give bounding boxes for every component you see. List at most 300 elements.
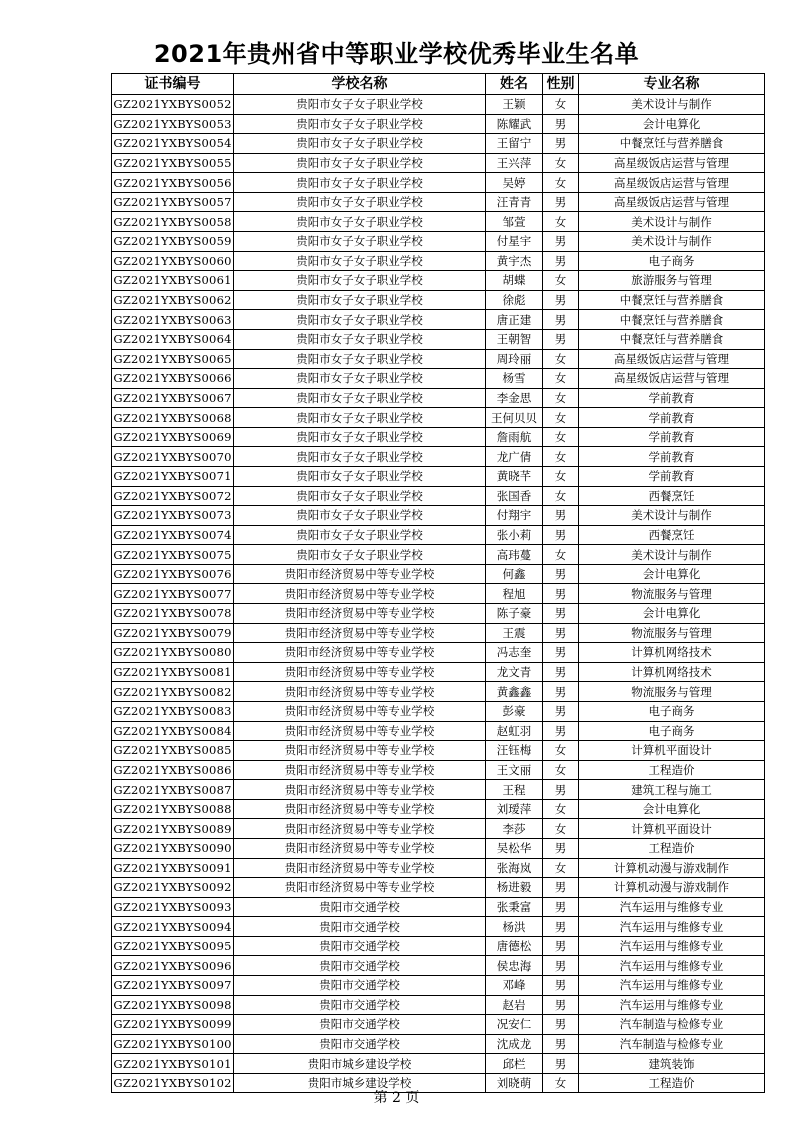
table-row (112, 584, 765, 604)
major-cell: 会计电算化 (579, 799, 765, 819)
school-cell: 贵阳市女子女子职业学校 (234, 447, 486, 467)
cert-no-cell: GZ2021YXBYS0091 (112, 858, 234, 878)
cert-no-cell: GZ2021YXBYS0071 (112, 466, 234, 486)
name-cell: 詹雨航 (486, 427, 543, 447)
school-cell: 贵阳市女子女子职业学校 (234, 486, 486, 506)
school-cell: 贵阳市女子女子职业学校 (234, 408, 486, 428)
name-cell: 赵虹羽 (486, 721, 543, 741)
cert-no-cell: GZ2021YXBYS0073 (112, 506, 234, 526)
table-row (112, 662, 765, 682)
table-row (112, 134, 765, 154)
graduate-roster-table (111, 73, 765, 1093)
table-row (112, 506, 765, 526)
school-cell: 贵阳市经济贸易中等专业学校 (234, 721, 486, 741)
table-row (112, 173, 765, 193)
major-cell: 电子商务 (579, 721, 765, 741)
gender-cell: 男 (543, 917, 579, 937)
name-cell: 侯忠海 (486, 956, 543, 976)
table-row (112, 408, 765, 428)
major-cell: 高星级饭店运营与管理 (579, 173, 765, 193)
header-gender: 性别 (543, 74, 579, 95)
cert-no-cell: GZ2021YXBYS0084 (112, 721, 234, 741)
cert-no-cell: GZ2021YXBYS0102 (112, 1073, 234, 1093)
table-row (112, 741, 765, 761)
gender-cell: 男 (543, 780, 579, 800)
table-row (112, 388, 765, 408)
gender-cell: 女 (543, 95, 579, 115)
name-cell: 杨雪 (486, 369, 543, 389)
school-cell: 贵阳市女子女子职业学校 (234, 427, 486, 447)
gender-cell: 男 (543, 623, 579, 643)
gender-cell: 女 (543, 799, 579, 819)
gender-cell: 男 (543, 192, 579, 212)
name-cell: 王颖 (486, 95, 543, 115)
school-cell: 贵阳市城乡建设学校 (234, 1054, 486, 1074)
major-cell: 中餐烹饪与营养膳食 (579, 310, 765, 330)
major-cell: 计算机动漫与游戏制作 (579, 878, 765, 898)
cert-no-cell: GZ2021YXBYS0081 (112, 662, 234, 682)
cert-no-cell: GZ2021YXBYS0060 (112, 251, 234, 271)
name-cell: 刘晓萌 (486, 1073, 543, 1093)
major-cell: 学前教育 (579, 427, 765, 447)
gender-cell: 男 (543, 878, 579, 898)
school-cell: 贵阳市女子女子职业学校 (234, 506, 486, 526)
name-cell: 汪钰梅 (486, 741, 543, 761)
major-cell: 学前教育 (579, 388, 765, 408)
name-cell: 龙文青 (486, 662, 543, 682)
gender-cell: 男 (543, 1015, 579, 1035)
table-row (112, 780, 765, 800)
name-cell: 王文丽 (486, 760, 543, 780)
name-cell: 王朝智 (486, 329, 543, 349)
name-cell: 杨洪 (486, 917, 543, 937)
table-row (112, 290, 765, 310)
gender-cell: 男 (543, 525, 579, 545)
name-cell: 王程 (486, 780, 543, 800)
gender-cell: 男 (543, 584, 579, 604)
table-row (112, 369, 765, 389)
cert-no-cell: GZ2021YXBYS0053 (112, 114, 234, 134)
school-cell: 贵阳市交通学校 (234, 936, 486, 956)
major-cell: 计算机网络技术 (579, 643, 765, 663)
school-cell: 贵阳市女子女子职业学校 (234, 329, 486, 349)
gender-cell: 男 (543, 114, 579, 134)
major-cell: 电子商务 (579, 701, 765, 721)
name-cell: 周玲丽 (486, 349, 543, 369)
school-cell: 贵阳市经济贸易中等专业学校 (234, 780, 486, 800)
major-cell: 汽车运用与维修专业 (579, 936, 765, 956)
table-row (112, 564, 765, 584)
table-row (112, 525, 765, 545)
school-cell: 贵阳市女子女子职业学校 (234, 290, 486, 310)
cert-no-cell: GZ2021YXBYS0101 (112, 1054, 234, 1074)
school-cell: 贵阳市交通学校 (234, 1015, 486, 1035)
school-cell: 贵阳市经济贸易中等专业学校 (234, 604, 486, 624)
name-cell: 邹萱 (486, 212, 543, 232)
school-cell: 贵阳市经济贸易中等专业学校 (234, 682, 486, 702)
school-cell: 贵阳市经济贸易中等专业学校 (234, 623, 486, 643)
school-cell: 贵阳市交通学校 (234, 956, 486, 976)
gender-cell: 男 (543, 134, 579, 154)
table-row (112, 995, 765, 1015)
name-cell: 杨进毅 (486, 878, 543, 898)
table-row (112, 545, 765, 565)
name-cell: 王何贝贝 (486, 408, 543, 428)
gender-cell: 男 (543, 643, 579, 663)
gender-cell: 男 (543, 956, 579, 976)
school-cell: 贵阳市女子女子职业学校 (234, 349, 486, 369)
major-cell: 美术设计与制作 (579, 506, 765, 526)
page-number: 第 2 页 (373, 1090, 420, 1106)
school-cell: 贵阳市女子女子职业学校 (234, 525, 486, 545)
school-cell: 贵阳市交通学校 (234, 995, 486, 1015)
gender-cell: 男 (543, 897, 579, 917)
name-cell: 冯志奎 (486, 643, 543, 663)
name-cell: 黄晓芊 (486, 466, 543, 486)
table-row (112, 153, 765, 173)
major-cell: 中餐烹饪与营养膳食 (579, 329, 765, 349)
cert-no-cell: GZ2021YXBYS0100 (112, 1034, 234, 1054)
gender-cell: 女 (543, 858, 579, 878)
name-cell: 龙广倩 (486, 447, 543, 467)
name-cell: 吴婷 (486, 173, 543, 193)
gender-cell: 男 (543, 662, 579, 682)
cert-no-cell: GZ2021YXBYS0076 (112, 564, 234, 584)
gender-cell: 男 (543, 995, 579, 1015)
cert-no-cell: GZ2021YXBYS0052 (112, 95, 234, 115)
major-cell: 汽车运用与维修专业 (579, 956, 765, 976)
table-row (112, 466, 765, 486)
school-cell: 贵阳市女子女子职业学校 (234, 153, 486, 173)
gender-cell: 男 (543, 310, 579, 330)
gender-cell: 女 (543, 153, 579, 173)
name-cell: 王留宁 (486, 134, 543, 154)
school-cell: 贵阳市女子女子职业学校 (234, 369, 486, 389)
major-cell: 汽车制造与检修专业 (579, 1034, 765, 1054)
major-cell: 汽车运用与维修专业 (579, 976, 765, 996)
school-cell: 贵阳市交通学校 (234, 897, 486, 917)
page-title: 2021年贵州省中等职业学校优秀毕业生名单 (153, 40, 640, 68)
major-cell: 中餐烹饪与营养膳食 (579, 290, 765, 310)
major-cell: 物流服务与管理 (579, 584, 765, 604)
table-row (112, 251, 765, 271)
major-cell: 汽车运用与维修专业 (579, 897, 765, 917)
table-row (112, 427, 765, 447)
major-cell: 美术设计与制作 (579, 95, 765, 115)
major-cell: 计算机平面设计 (579, 819, 765, 839)
cert-no-cell: GZ2021YXBYS0067 (112, 388, 234, 408)
cert-no-cell: GZ2021YXBYS0092 (112, 878, 234, 898)
major-cell: 中餐烹饪与营养膳食 (579, 134, 765, 154)
major-cell: 物流服务与管理 (579, 682, 765, 702)
table-row (112, 838, 765, 858)
table-row (112, 721, 765, 741)
gender-cell: 男 (543, 936, 579, 956)
name-cell: 李莎 (486, 819, 543, 839)
cert-no-cell: GZ2021YXBYS0099 (112, 1015, 234, 1035)
school-cell: 贵阳市交通学校 (234, 1034, 486, 1054)
gender-cell: 男 (543, 701, 579, 721)
major-cell: 会计电算化 (579, 114, 765, 134)
name-cell: 付翔宇 (486, 506, 543, 526)
header-name: 姓名 (486, 74, 543, 95)
gender-cell: 女 (543, 760, 579, 780)
name-cell: 陈耀武 (486, 114, 543, 134)
cert-no-cell: GZ2021YXBYS0083 (112, 701, 234, 721)
table-row (112, 447, 765, 467)
major-cell: 建筑装饰 (579, 1054, 765, 1074)
cert-no-cell: GZ2021YXBYS0061 (112, 271, 234, 291)
major-cell: 会计电算化 (579, 564, 765, 584)
table-row (112, 212, 765, 232)
major-cell: 高星级饭店运营与管理 (579, 369, 765, 389)
cert-no-cell: GZ2021YXBYS0064 (112, 329, 234, 349)
major-cell: 汽车运用与维修专业 (579, 917, 765, 937)
name-cell: 陈子豪 (486, 604, 543, 624)
school-cell: 贵阳市女子女子职业学校 (234, 232, 486, 252)
table-row (112, 976, 765, 996)
name-cell: 汪青青 (486, 192, 543, 212)
name-cell: 王震 (486, 623, 543, 643)
cert-no-cell: GZ2021YXBYS0077 (112, 584, 234, 604)
major-cell: 学前教育 (579, 466, 765, 486)
table-header-row (112, 74, 765, 95)
table-row (112, 878, 765, 898)
cert-no-cell: GZ2021YXBYS0088 (112, 799, 234, 819)
cert-no-cell: GZ2021YXBYS0096 (112, 956, 234, 976)
gender-cell: 女 (543, 212, 579, 232)
name-cell: 何鑫 (486, 564, 543, 584)
gender-cell: 女 (543, 545, 579, 565)
table-row (112, 760, 765, 780)
school-cell: 贵阳市经济贸易中等专业学校 (234, 819, 486, 839)
table-row (112, 819, 765, 839)
school-cell: 贵阳市经济贸易中等专业学校 (234, 878, 486, 898)
major-cell: 学前教育 (579, 408, 765, 428)
name-cell: 付星宇 (486, 232, 543, 252)
table-row (112, 329, 765, 349)
gender-cell: 男 (543, 329, 579, 349)
gender-cell: 女 (543, 466, 579, 486)
major-cell: 汽车制造与检修专业 (579, 1015, 765, 1035)
name-cell: 高玮蔓 (486, 545, 543, 565)
table-row (112, 192, 765, 212)
table-row (112, 936, 765, 956)
cert-no-cell: GZ2021YXBYS0095 (112, 936, 234, 956)
major-cell: 计算机平面设计 (579, 741, 765, 761)
gender-cell: 女 (543, 408, 579, 428)
cert-no-cell: GZ2021YXBYS0070 (112, 447, 234, 467)
cert-no-cell: GZ2021YXBYS0085 (112, 741, 234, 761)
name-cell: 邓峰 (486, 976, 543, 996)
school-cell: 贵阳市经济贸易中等专业学校 (234, 564, 486, 584)
gender-cell: 男 (543, 506, 579, 526)
school-cell: 贵阳市经济贸易中等专业学校 (234, 838, 486, 858)
major-cell: 电子商务 (579, 251, 765, 271)
major-cell: 工程造价 (579, 760, 765, 780)
gender-cell: 女 (543, 369, 579, 389)
cert-no-cell: GZ2021YXBYS0055 (112, 153, 234, 173)
school-cell: 贵阳市经济贸易中等专业学校 (234, 584, 486, 604)
gender-cell: 男 (543, 976, 579, 996)
gender-cell: 女 (543, 819, 579, 839)
table-row (112, 858, 765, 878)
major-cell: 美术设计与制作 (579, 545, 765, 565)
school-cell: 贵阳市女子女子职业学校 (234, 192, 486, 212)
school-cell: 贵阳市交通学校 (234, 917, 486, 937)
major-cell: 高星级饭店运营与管理 (579, 349, 765, 369)
table-row (112, 310, 765, 330)
gender-cell: 男 (543, 251, 579, 271)
table-row (112, 232, 765, 252)
gender-cell: 女 (543, 173, 579, 193)
cert-no-cell: GZ2021YXBYS0054 (112, 134, 234, 154)
cert-no-cell: GZ2021YXBYS0086 (112, 760, 234, 780)
school-cell: 贵阳市交通学校 (234, 976, 486, 996)
major-cell: 会计电算化 (579, 604, 765, 624)
school-cell: 贵阳市经济贸易中等专业学校 (234, 858, 486, 878)
major-cell: 旅游服务与管理 (579, 271, 765, 291)
gender-cell: 女 (543, 271, 579, 291)
major-cell: 工程造价 (579, 1073, 765, 1093)
name-cell: 黄宇杰 (486, 251, 543, 271)
school-cell: 贵阳市女子女子职业学校 (234, 545, 486, 565)
table-row (112, 643, 765, 663)
name-cell: 沈成龙 (486, 1034, 543, 1054)
cert-no-cell: GZ2021YXBYS0062 (112, 290, 234, 310)
cert-no-cell: GZ2021YXBYS0080 (112, 643, 234, 663)
gender-cell: 男 (543, 1054, 579, 1074)
cert-no-cell: GZ2021YXBYS0093 (112, 897, 234, 917)
header-cert-no: 证书编号 (112, 74, 234, 95)
school-cell: 贵阳市经济贸易中等专业学校 (234, 701, 486, 721)
cert-no-cell: GZ2021YXBYS0059 (112, 232, 234, 252)
gender-cell: 男 (543, 721, 579, 741)
gender-cell: 女 (543, 447, 579, 467)
name-cell: 张海岚 (486, 858, 543, 878)
cert-no-cell: GZ2021YXBYS0057 (112, 192, 234, 212)
gender-cell: 男 (543, 1034, 579, 1054)
name-cell: 唐正建 (486, 310, 543, 330)
table-row (112, 1054, 765, 1074)
school-cell: 贵阳市城乡建设学校 (234, 1073, 486, 1093)
cert-no-cell: GZ2021YXBYS0094 (112, 917, 234, 937)
gender-cell: 男 (543, 682, 579, 702)
school-cell: 贵阳市经济贸易中等专业学校 (234, 643, 486, 663)
name-cell: 吴松华 (486, 838, 543, 858)
school-cell: 贵阳市女子女子职业学校 (234, 251, 486, 271)
cert-no-cell: GZ2021YXBYS0082 (112, 682, 234, 702)
name-cell: 胡蝶 (486, 271, 543, 291)
school-cell: 贵阳市女子女子职业学校 (234, 95, 486, 115)
name-cell: 刘瑷萍 (486, 799, 543, 819)
cert-no-cell: GZ2021YXBYS0087 (112, 780, 234, 800)
name-cell: 张国香 (486, 486, 543, 506)
table-row (112, 897, 765, 917)
cert-no-cell: GZ2021YXBYS0056 (112, 173, 234, 193)
header-school: 学校名称 (234, 74, 486, 95)
school-cell: 贵阳市女子女子职业学校 (234, 173, 486, 193)
header-major: 专业名称 (579, 74, 765, 95)
name-cell: 李金思 (486, 388, 543, 408)
gender-cell: 男 (543, 290, 579, 310)
cert-no-cell: GZ2021YXBYS0074 (112, 525, 234, 545)
school-cell: 贵阳市经济贸易中等专业学校 (234, 799, 486, 819)
table-row (112, 271, 765, 291)
cert-no-cell: GZ2021YXBYS0068 (112, 408, 234, 428)
major-cell: 高星级饭店运营与管理 (579, 192, 765, 212)
school-cell: 贵阳市女子女子职业学校 (234, 212, 486, 232)
cert-no-cell: GZ2021YXBYS0075 (112, 545, 234, 565)
name-cell: 邱栏 (486, 1054, 543, 1074)
major-cell: 计算机动漫与游戏制作 (579, 858, 765, 878)
major-cell: 汽车运用与维修专业 (579, 995, 765, 1015)
major-cell: 计算机网络技术 (579, 662, 765, 682)
cert-no-cell: GZ2021YXBYS0072 (112, 486, 234, 506)
gender-cell: 女 (543, 349, 579, 369)
school-cell: 贵阳市女子女子职业学校 (234, 134, 486, 154)
cert-no-cell: GZ2021YXBYS0066 (112, 369, 234, 389)
major-cell: 建筑工程与施工 (579, 780, 765, 800)
gender-cell: 女 (543, 741, 579, 761)
table-row (112, 1034, 765, 1054)
cert-no-cell: GZ2021YXBYS0090 (112, 838, 234, 858)
name-cell: 黄鑫鑫 (486, 682, 543, 702)
table-row (112, 604, 765, 624)
table-row (112, 95, 765, 115)
cert-no-cell: GZ2021YXBYS0065 (112, 349, 234, 369)
name-cell: 程旭 (486, 584, 543, 604)
school-cell: 贵阳市女子女子职业学校 (234, 310, 486, 330)
cert-no-cell: GZ2021YXBYS0063 (112, 310, 234, 330)
table-row (112, 114, 765, 134)
table-row (112, 917, 765, 937)
school-cell: 贵阳市经济贸易中等专业学校 (234, 741, 486, 761)
gender-cell: 女 (543, 388, 579, 408)
cert-no-cell: GZ2021YXBYS0079 (112, 623, 234, 643)
cert-no-cell: GZ2021YXBYS0069 (112, 427, 234, 447)
major-cell: 学前教育 (579, 447, 765, 467)
major-cell: 高星级饭店运营与管理 (579, 153, 765, 173)
table-body (112, 95, 765, 1093)
cert-no-cell: GZ2021YXBYS0058 (112, 212, 234, 232)
table-row (112, 701, 765, 721)
table-row (112, 623, 765, 643)
gender-cell: 女 (543, 1073, 579, 1093)
table-row (112, 486, 765, 506)
school-cell: 贵阳市女子女子职业学校 (234, 271, 486, 291)
major-cell: 美术设计与制作 (579, 212, 765, 232)
name-cell: 徐彪 (486, 290, 543, 310)
school-cell: 贵阳市经济贸易中等专业学校 (234, 760, 486, 780)
gender-cell: 男 (543, 232, 579, 252)
table-row (112, 956, 765, 976)
table-row (112, 682, 765, 702)
school-cell: 贵阳市女子女子职业学校 (234, 466, 486, 486)
name-cell: 况安仁 (486, 1015, 543, 1035)
cert-no-cell: GZ2021YXBYS0097 (112, 976, 234, 996)
school-cell: 贵阳市经济贸易中等专业学校 (234, 662, 486, 682)
cert-no-cell: GZ2021YXBYS0098 (112, 995, 234, 1015)
cert-no-cell: GZ2021YXBYS0089 (112, 819, 234, 839)
name-cell: 张小莉 (486, 525, 543, 545)
name-cell: 张秉富 (486, 897, 543, 917)
gender-cell: 女 (543, 427, 579, 447)
major-cell: 美术设计与制作 (579, 232, 765, 252)
school-cell: 贵阳市女子女子职业学校 (234, 114, 486, 134)
name-cell: 唐德松 (486, 936, 543, 956)
gender-cell: 男 (543, 564, 579, 584)
